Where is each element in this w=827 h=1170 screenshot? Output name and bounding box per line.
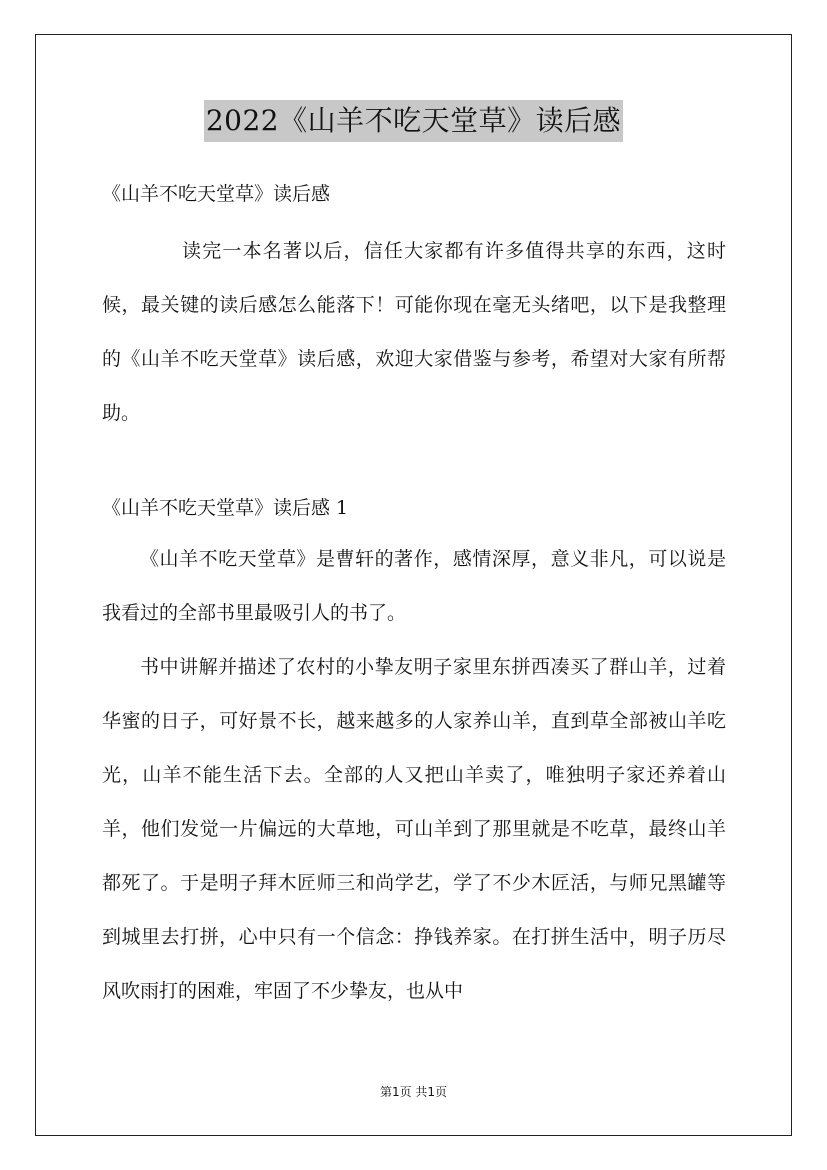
- document-title: 2022《山羊不吃天堂草》读后感: [204, 100, 623, 142]
- body-paragraph-2: 书中讲解并描述了农村的小挚友明子家里东拼西凑买了群山羊，过着华蜜的日子，可好景不长，越来越多的人家养山羊，直到草全部被山羊吃光，山羊不能生活下去。全部的人又把山羊卖了，唯独明子家还养着山羊，他们发觉一片偏远的大草地，可山羊到了那里就是不吃草，最终山羊都死了。于是明子拜木匠师三和尚学艺，学了不少木匠活，与师兄黑罐等到城里去打拼，心中只有一个信念：挣钱养家。在打拼生活中，明子历尽风吹雨打的困难，牢固了不少挚友，也从中: [102, 656, 726, 1002]
- document-subtitle: 《山羊不吃天堂草》读后感: [102, 183, 331, 205]
- intro-paragraph: 读完一本名著以后，信任大家都有许多值得共享的东西，这时候，最关键的读后感怎么能落下！可能你现在毫无头绪吧，以下是我整理的《山羊不吃天堂草》读后感，欢迎大家借鉴与参考，希望对大家有所帮助。: [102, 240, 726, 424]
- body-paragraph-1: 《山羊不吃天堂草》是曹轩的著作，感情深厚，意义非凡，可以说是我看过的全部书里最吸引人的书了。: [102, 548, 726, 624]
- section-heading: 《山羊不吃天堂草》读后感 1: [102, 497, 349, 519]
- title-container: [0, 100, 827, 142]
- page-footer: 第1页 共1页: [379, 1085, 448, 1099]
- document-body: [102, 170, 726, 1018]
